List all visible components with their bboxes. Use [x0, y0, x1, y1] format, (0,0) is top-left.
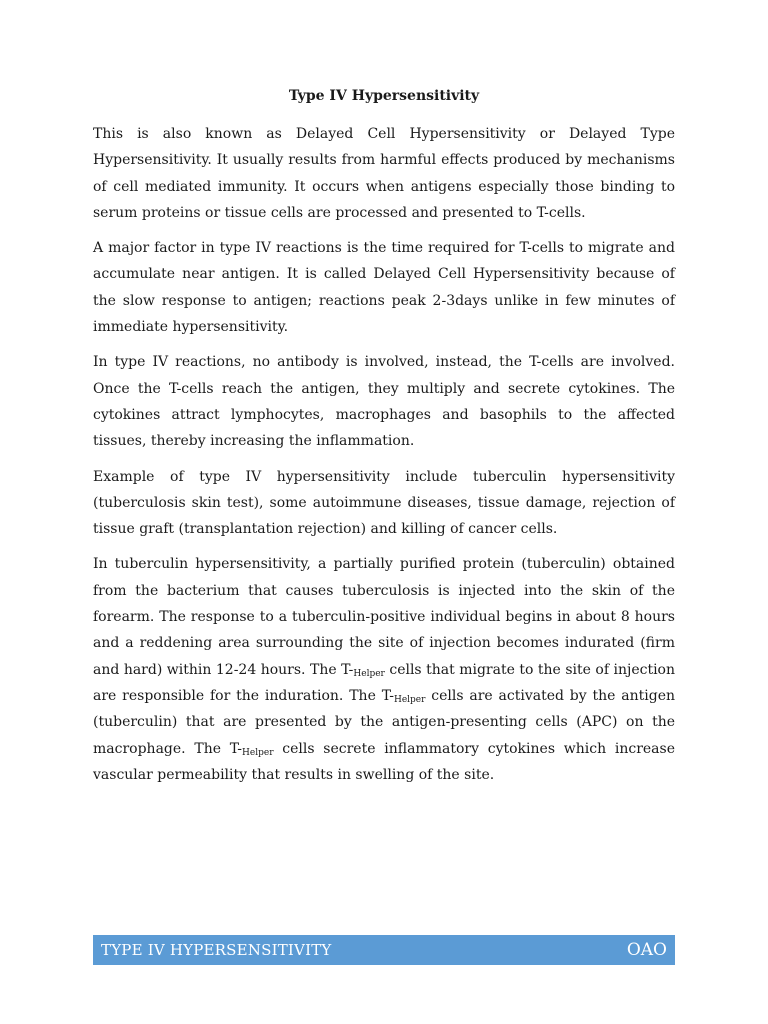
paragraph-5-text-2: cells that migrate to the site of injection are responsible for the induration. The T-	[93, 661, 676, 704]
helper-subscript-2: Helper	[393, 694, 426, 705]
document-body	[93, 86, 675, 797]
paragraph-5	[93, 551, 675, 788]
paragraph-1: This is also known as Delayed Cell Hypersensitivity or Delayed Type Hypersensitivity. It usually results from harmful effects produced by mechanisms of cell mediated immunity. It occurs when antigens especially those binding to serum proteins or tissue cells are processed and presented to T-cells.	[93, 126, 675, 221]
paragraph-5-text-4: cells secrete inflammatory cytokines which increase vascular permeability that results in swelling of the site.	[93, 740, 675, 783]
helper-subscript-3: Helper	[242, 747, 274, 758]
paragraph-5-text-1: In tuberculin hypersensitivity, a partially purified protein (tuberculin) obtained from the bacterium that causes tuberculosis is injected into the skin of the forearm. The response to a tuberculin-positive individual begins in about 8 hours and a reddening area surrounding the site of injection becomes indurated (firm and hard) within 12-24 hours. The T-	[93, 556, 675, 678]
helper-subscript-1: Helper	[353, 668, 385, 679]
paragraph-5-text-3: cells are activated by the antigen (tuberculin) that are presented by the antigen-presenting cells (APC) on the macrophage. The T-	[93, 687, 675, 757]
page-footer	[93, 935, 675, 965]
footer-document-title: TYPE IV HYPERSENSITIVITY	[101, 941, 332, 959]
paragraph-3: In type IV reactions, no antibody is involved, instead, the T-cells are involved. Once the T-cells reach the antigen, they multiply and secrete cytokines. The cytokines attract lymphocytes, macrophages and basophils to the affected tissues, thereby increasing the inflammation.	[93, 354, 675, 450]
paragraph-2: A major factor in type IV reactions is the time required for T-cells to migrate and accumulate near antigen. It is called Delayed Cell Hypersensitivity because of the slow response to antigen; reactions peak 2-3days unlike in few minutes of immediate hypersensitivity.	[93, 240, 675, 336]
footer-author-initials: OAO	[626, 940, 667, 960]
document-title: Type IV Hypersensitivity	[288, 88, 480, 104]
paragraph-4: Example of type IV hypersensitivity include tuberculin hypersensitivity (tuberculosis skin test), some autoimmune diseases, tissue damage, rejection of tissue graft (transplantation rejection) and killing of cancer cells.	[93, 468, 675, 538]
